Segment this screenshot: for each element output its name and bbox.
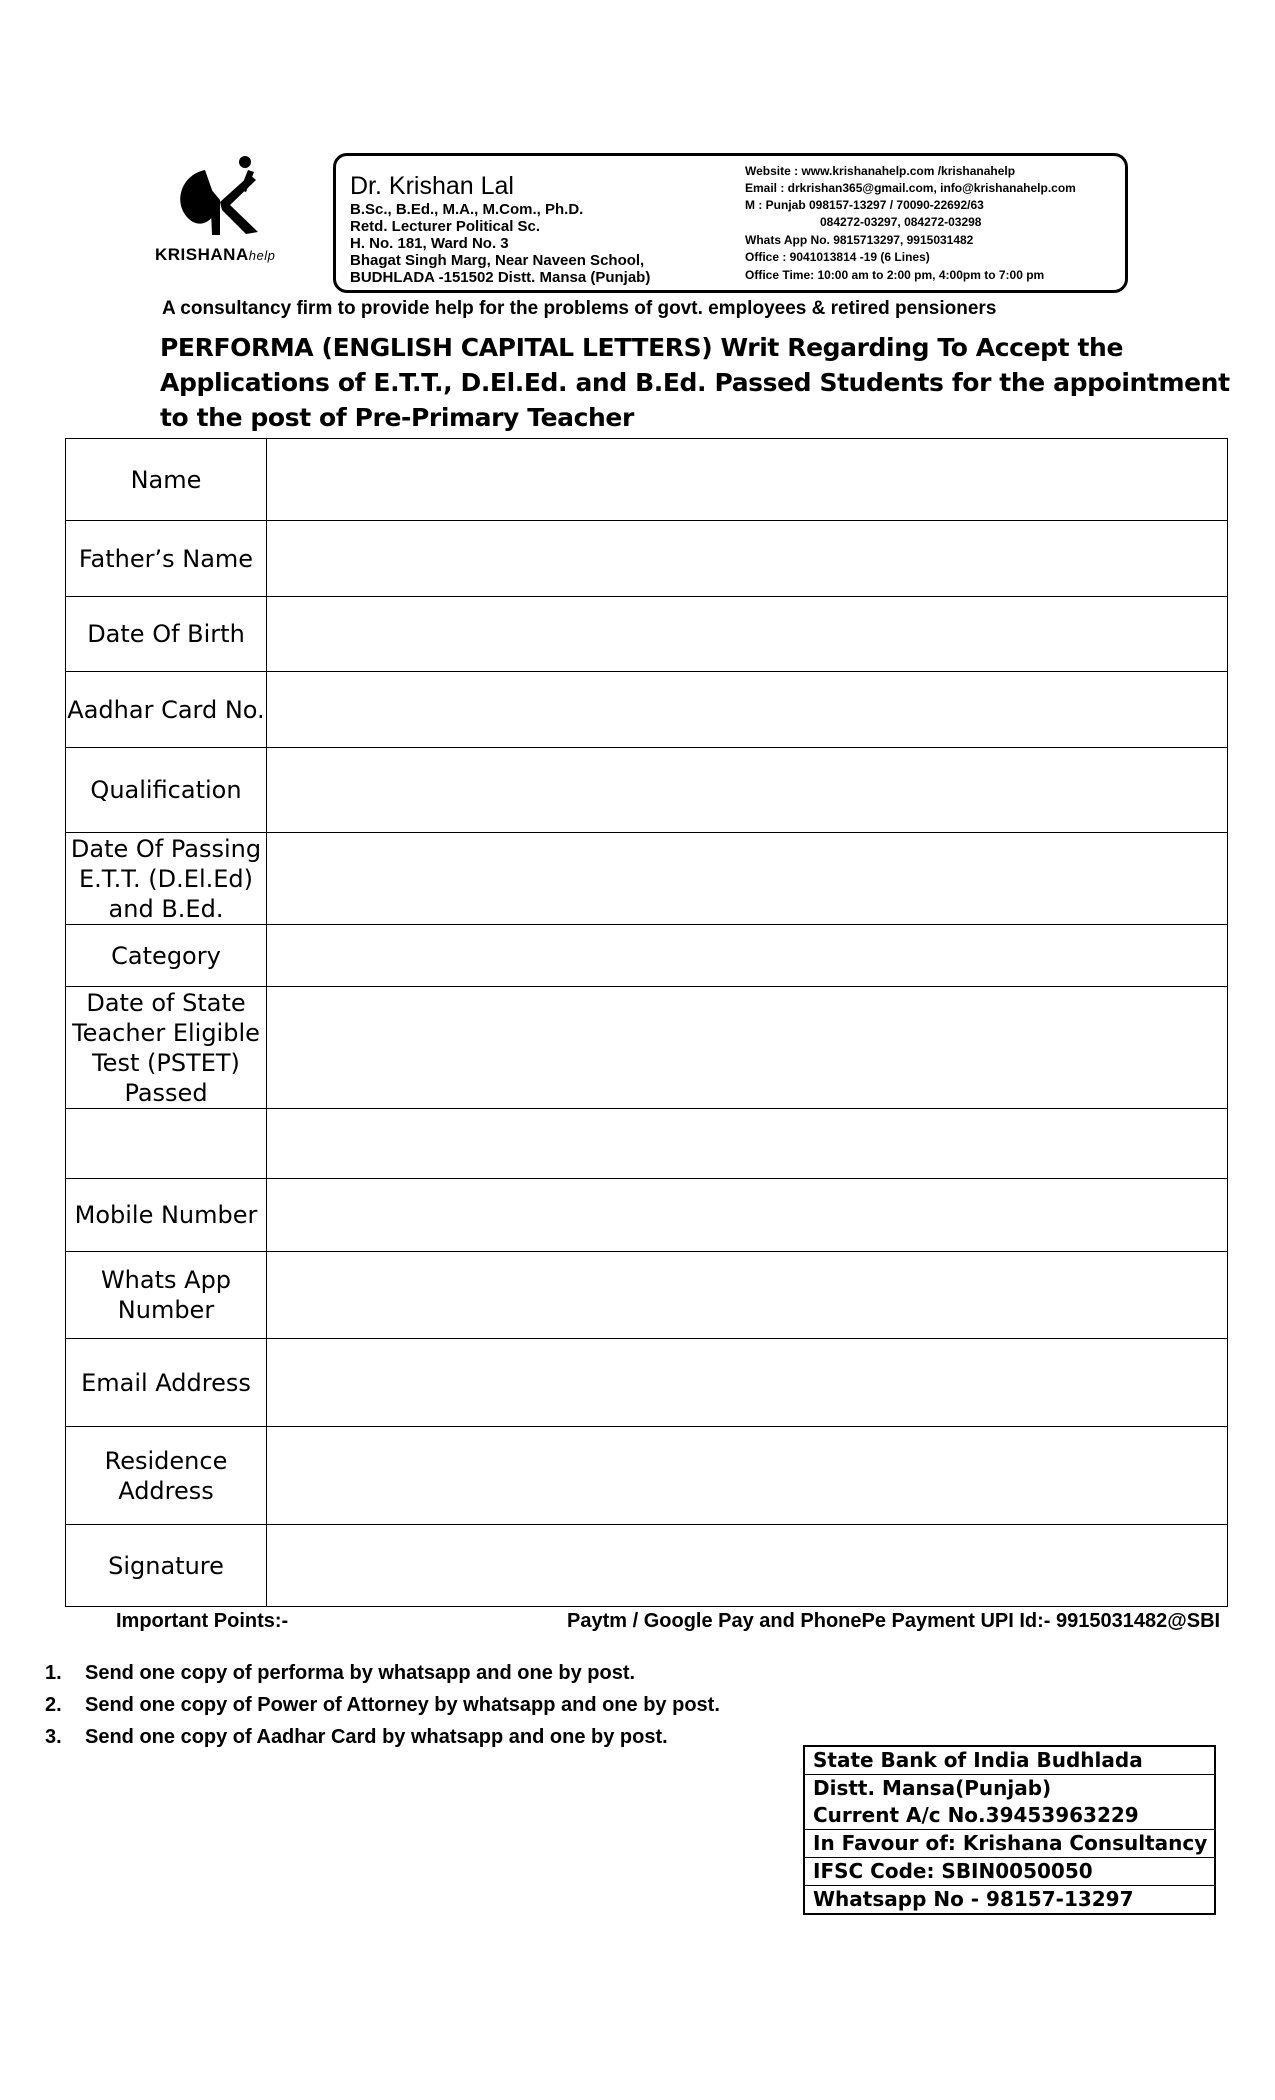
form-row: [66, 925, 1228, 987]
list-item: 2. Send one copy of Power of Attorney by whatsapp and one by post.: [45, 1694, 720, 1716]
logo-wordmark: KRISHANAhelp: [155, 245, 276, 264]
list-item: 1. Send one copy of performa by whatsapp and one by post.: [45, 1662, 636, 1684]
field-label-date-of-birth: Date Of Birth: [66, 597, 267, 672]
website-line: Website : www.krishanahelp.com /krishanahelp: [745, 164, 1016, 178]
bank-details-box: [803, 1745, 1216, 1915]
address-line-3: BUDHLADA -151502 Distt. Mansa (Punjab): [350, 269, 651, 286]
form-row: [66, 439, 1228, 521]
field-input-mobile[interactable]: [267, 1179, 1228, 1252]
bank-district: Distt. Mansa(Punjab): [813, 1776, 1052, 1800]
field-label-pstet: Date of State Teacher Eligible Test (PSTET) Passed: [66, 987, 267, 1109]
field-input-whatsapp[interactable]: [267, 1252, 1228, 1339]
office-time-line: Office Time: 10:00 am to 2:00 pm, 4:00pm to 7:00 pm: [745, 268, 1045, 282]
form-row: [66, 987, 1228, 1109]
mobile-line: M : Punjab 098157-13297 / 70090-22692/63: [745, 198, 984, 212]
field-label-blank: [66, 1109, 267, 1179]
form-row: [66, 597, 1228, 672]
whatsapp-line: Whats App No. 9815713297, 9915031482: [745, 233, 974, 247]
field-label-whatsapp: Whats App Number: [66, 1252, 267, 1339]
field-label-signature: Signature: [66, 1525, 267, 1607]
field-input-email[interactable]: [267, 1339, 1228, 1427]
instructions-list: [45, 1662, 720, 1758]
field-input-residence[interactable]: [267, 1427, 1228, 1525]
form-row: [66, 672, 1228, 748]
form-row: [66, 1252, 1228, 1339]
field-input-qualification[interactable]: [267, 748, 1228, 833]
field-label-fathers-name: Father’s Name: [66, 521, 267, 597]
field-label-name: Name: [66, 439, 267, 521]
tagline: A consultancy firm to provide help for the problems of govt. employees & retired pensioners: [162, 298, 997, 319]
bank-account-number: Current A/c No.39453963229: [805, 1802, 1214, 1830]
application-form-table: [65, 438, 1228, 1607]
form-row: [66, 748, 1228, 833]
payment-upi-info: Paytm / Google Pay and PhonePe Payment UPI Id:- 9915031482@SBI: [567, 1610, 1221, 1632]
field-label-aadhar: Aadhar Card No.: [66, 672, 267, 748]
list-item: 3. Send one copy of Aadhar Card by whatsapp and one by post.: [45, 1726, 668, 1748]
bank-favour-of: In Favour of: Krishana Consultancy: [805, 1830, 1214, 1858]
field-input-blank[interactable]: [267, 1109, 1228, 1179]
address-line-1: H. No. 181, Ward No. 3: [350, 235, 509, 252]
field-input-date-of-birth[interactable]: [267, 597, 1228, 672]
form-row: [66, 1525, 1228, 1607]
field-input-category[interactable]: [267, 925, 1228, 987]
field-label-email: Email Address: [66, 1339, 267, 1427]
landline-line: 084272-03297, 084272-03298: [820, 215, 982, 229]
important-points-label: Important Points:-: [116, 1610, 289, 1632]
field-input-signature[interactable]: [267, 1525, 1228, 1607]
bank-ifsc: IFSC Code: SBIN0050050: [805, 1858, 1214, 1886]
address-line-2: Bhagat Singh Marg, Near Naveen School,: [350, 252, 645, 269]
document-title: PERFORMA (ENGLISH CAPITAL LETTERS) Writ Regarding To Accept the Applications of E.T.T., D.El.Ed. and B.Ed. Passed Students for the appointment to the post of Pre-Primary Teacher: [160, 333, 1230, 432]
form-row: [66, 1339, 1228, 1427]
form-row: [66, 1109, 1228, 1179]
field-label-date-of-passing: Date Of Passing E.T.T. (D.El.Ed) and B.Ed.: [66, 833, 267, 925]
field-label-category: Category: [66, 925, 267, 987]
office-line: Office : 9041013814 -19 (6 Lines): [745, 250, 930, 264]
doctor-name: Dr. Krishan Lal: [350, 172, 514, 200]
field-label-residence: Residence Address: [66, 1427, 267, 1525]
form-row: [66, 521, 1228, 597]
qualifications-line: B.Sc., B.Ed., M.A., M.Com., Ph.D.: [350, 201, 584, 218]
email-line: Email : drkrishan365@gmail.com, info@krishanahelp.com: [745, 181, 1076, 195]
bank-whatsapp: Whatsapp No - 98157-13297: [813, 1887, 1134, 1911]
field-input-aadhar[interactable]: [267, 672, 1228, 748]
field-input-name[interactable]: [267, 439, 1228, 521]
field-label-mobile: Mobile Number: [66, 1179, 267, 1252]
form-row: [66, 833, 1228, 925]
designation-line: Retd. Lecturer Political Sc.: [350, 218, 541, 235]
bank-name: State Bank of India Budhlada: [805, 1747, 1214, 1775]
k-logo-icon: [150, 150, 300, 250]
form-row: [66, 1427, 1228, 1525]
field-input-pstet[interactable]: [267, 987, 1228, 1109]
form-row: [66, 1179, 1228, 1252]
field-label-qualification: Qualification: [66, 748, 267, 833]
field-input-date-of-passing[interactable]: [267, 833, 1228, 925]
field-input-fathers-name[interactable]: [267, 521, 1228, 597]
